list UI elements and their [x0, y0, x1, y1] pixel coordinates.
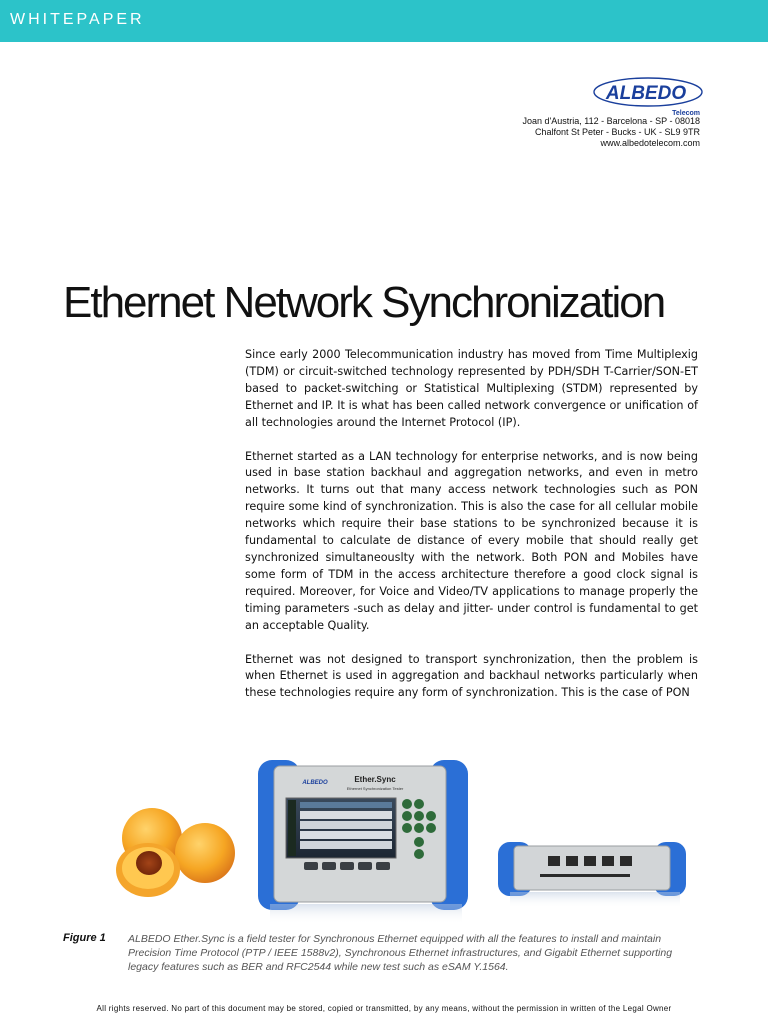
product-figure: [0, 750, 768, 930]
paragraph: Ethernet was not designed to transport synchronization, then the problem is when Ethernet is used in aggregation and backhaul networks particularly when these technologies require any form of synchronization. This is the case of PON: [245, 652, 698, 700]
company-address: [523, 116, 701, 149]
peach-whole: [175, 823, 235, 883]
device-brand: ALBEDO: [302, 780, 328, 786]
logo-brand-text: ALBEDO: [605, 83, 687, 104]
banner-label: WHITEPAPER: [10, 11, 145, 28]
peach-pit: [136, 851, 162, 875]
rackmount-device-image: [498, 842, 686, 908]
body-text: [245, 347, 698, 719]
peaches-image: [116, 808, 235, 897]
address-line: Joan d'Austria, 112 - Barcelona - SP - 08018: [522, 116, 700, 126]
figure-label: Figure 1: [63, 932, 106, 944]
handheld-device-image: [258, 760, 468, 924]
paragraph: Since early 2000 Telecommunication industry has moved from Time Multiplexig (TDM) or circuit-switched technology represented by PDH/SDH T-Carrier/SON-ET based to packet-switching or Statistical Multiplexing (STDM) represented by Ethernet and IP. It is what has been called network convergence or unification of all technologies around the Internet Protocol (IP).: [245, 348, 698, 429]
copyright-footer: All rights reserved. No part of this document may be stored, copied or transmitted, by any means, without the permission in written of the Legal Owner: [96, 1004, 672, 1013]
website-link[interactable]: www.albedotelecom.com: [600, 138, 700, 148]
logo-sub-text: Telecom: [672, 110, 700, 117]
paragraph: Ethernet started as a LAN technology for enterprise networks, and is now being used in base station backhaul and aggregation networks, and even in metro networks. It turns out that many access network technologies such as PON require some kind of synchronization. This is also the case for all cellular mobile networks which require their base stations to be synchronized because it is fundamental to calculate de distance of every mobile that should really get synchronized simultaneouslty with the network. Both PON and Mobiles have some form of TDM in the access architecture therefore a good clock signal is required. Moreover, for Voice and Video/TV applications to manage properly the timing parameters -such as delay and jitter- under control is fundamental to get an acceptable Quality.: [245, 449, 698, 632]
address-line: Chalfont St Peter - Bucks - UK - SL9 9TR: [534, 127, 700, 137]
document-title: Ethernet Network Synchronization: [63, 278, 665, 327]
device-subtitle: Ethernet Synchronization Tester: [346, 786, 404, 791]
header-banner: [0, 0, 768, 42]
figure-caption: ALBEDO Ether.Sync is a field tester for Synchronous Ethernet equipped with all the features to install and maintain Precision Time Protocol (PTP / IEEE 1588v2), Synchronous Ethernet infrastructures, and Gigabit Ethernet supporting legacy features such as BER and RFC2544 while new test such as eSAM Y.1564.: [128, 933, 673, 973]
device-model: Ether.Sync: [354, 775, 396, 784]
albedo-logo: [592, 72, 704, 118]
